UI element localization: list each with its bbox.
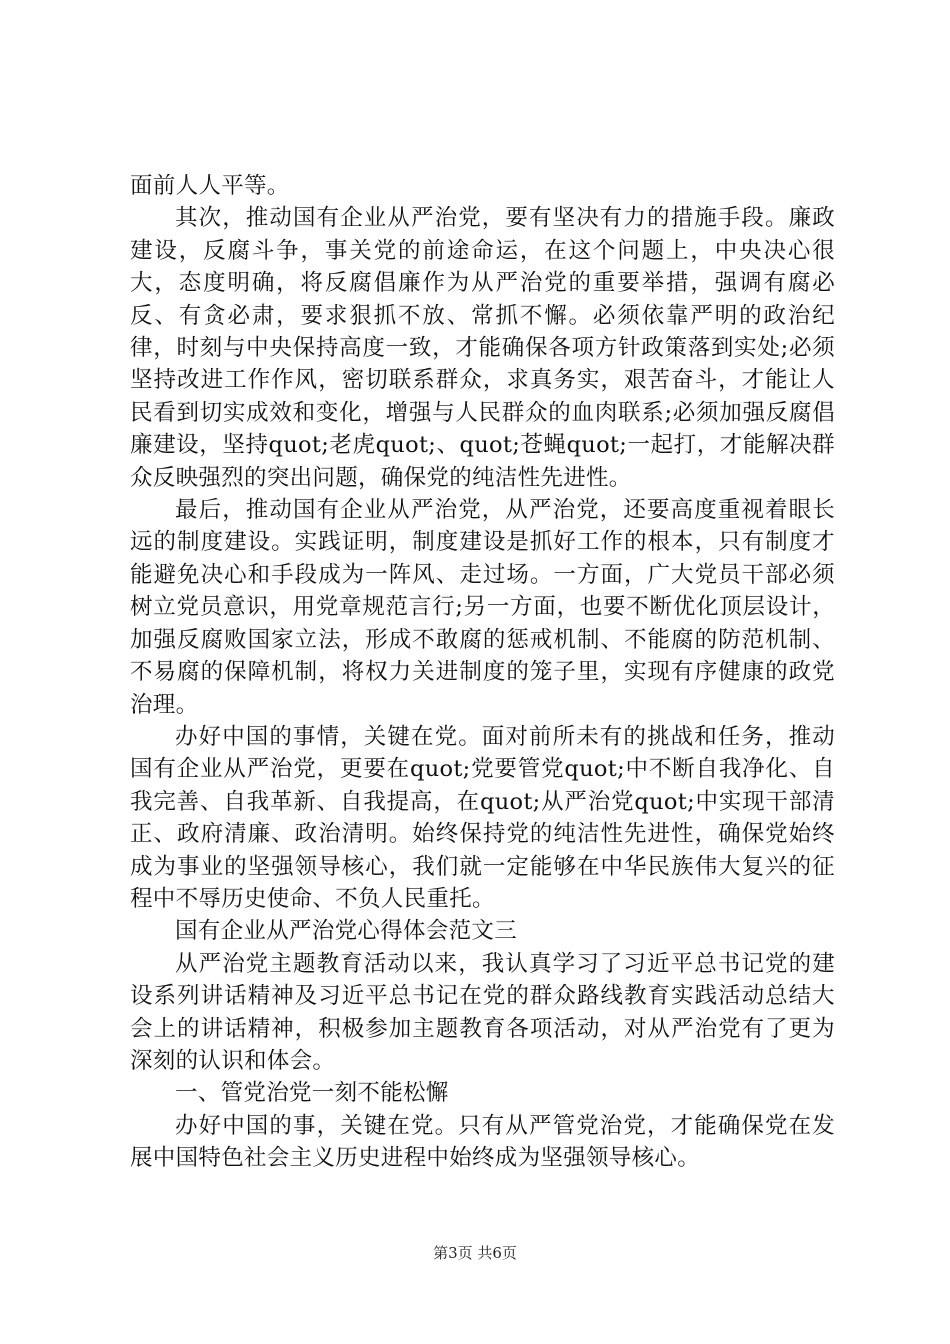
subheading-point-one: 一、管党治党一刻不能松懈: [175, 1080, 449, 1107]
paragraph-system-building: 最后，推动国有企业从严治党，从严治党，还要高度重视着眼长远的制度建设。实践证明，制度建设是抓好工作的根本，只有制度才能避免决心和手段成为一阵风、走过场。一方面，广大党员干部必须树立党员意识，用党章规范言行;另一方面，也要不断优化顶层设计，加强反腐败国家立法，形成不敢腐的惩戒机制、不能腐的防范机制、不易腐的保障机制，将权力关进制度的笼子里，实现有序健康的政党治理。: [130, 497, 835, 718]
document-body: [130, 170, 835, 1175]
section-heading-essay-three: 国有企业从严治党心得体会范文三: [175, 918, 518, 945]
paragraph-continuation: 面前人人平等。: [130, 173, 290, 199]
paragraph-conclusion: 办好中国的事情，关键在党。面对前所未有的挑战和任务，推动国有企业从严治党，更要在quot;党要管党quot;中不断自我净化、自我完善、自我革新、自我提高，在quot;从严治党quot;中实现干部清正、政府清廉、政治清明。始终保持党的纯洁性先进性，确保党始终成为事业的坚强领导核心，我们就一定能够在中华民族伟大复兴的征程中不辱历史使命、不负人民重托。: [130, 723, 835, 912]
paragraph-introduction: 从严治党主题教育活动以来，我认真学习了习近平总书记党的建设系列讲话精神及习近平总书记在党的群众路线教育实践活动总结大会上的讲话精神，积极参加主题教育各项活动，对从严治党有了更为深刻的认识和体会。: [130, 950, 835, 1074]
paragraph-point-one: 办好中国的事，关键在党。只有从严管党治党，才能确保党在发展中国特色社会主义历史进程中始终成为坚强领导核心。: [130, 1112, 835, 1172]
paragraph-measures: 其次，推动国有企业从严治党，要有坚决有力的措施手段。廉政建设，反腐斗争，事关党的前途命运，在这个问题上，中央决心很大，态度明确，将反腐倡廉作为从严治党的重要举措，强调有腐必反、有贪必肃，要求狠抓不放、常抓不懈。必须依靠严明的政治纪律，时刻与中央保持高度一致，才能确保各项方针政策落到实处;必须坚持改进工作作风，密切联系群众，求真务实，艰苦奋斗，才能让人民看到切实成效和变化，增强与人民群众的血肉联系;必须加强反腐倡廉建设，坚持quot;老虎quot;、quot;苍蝇quot;一起打，才能解决群众反映强烈的突出问题，确保党的纯洁性先进性。: [130, 205, 835, 491]
page-number-footer: 第3页 共6页: [433, 1244, 517, 1262]
